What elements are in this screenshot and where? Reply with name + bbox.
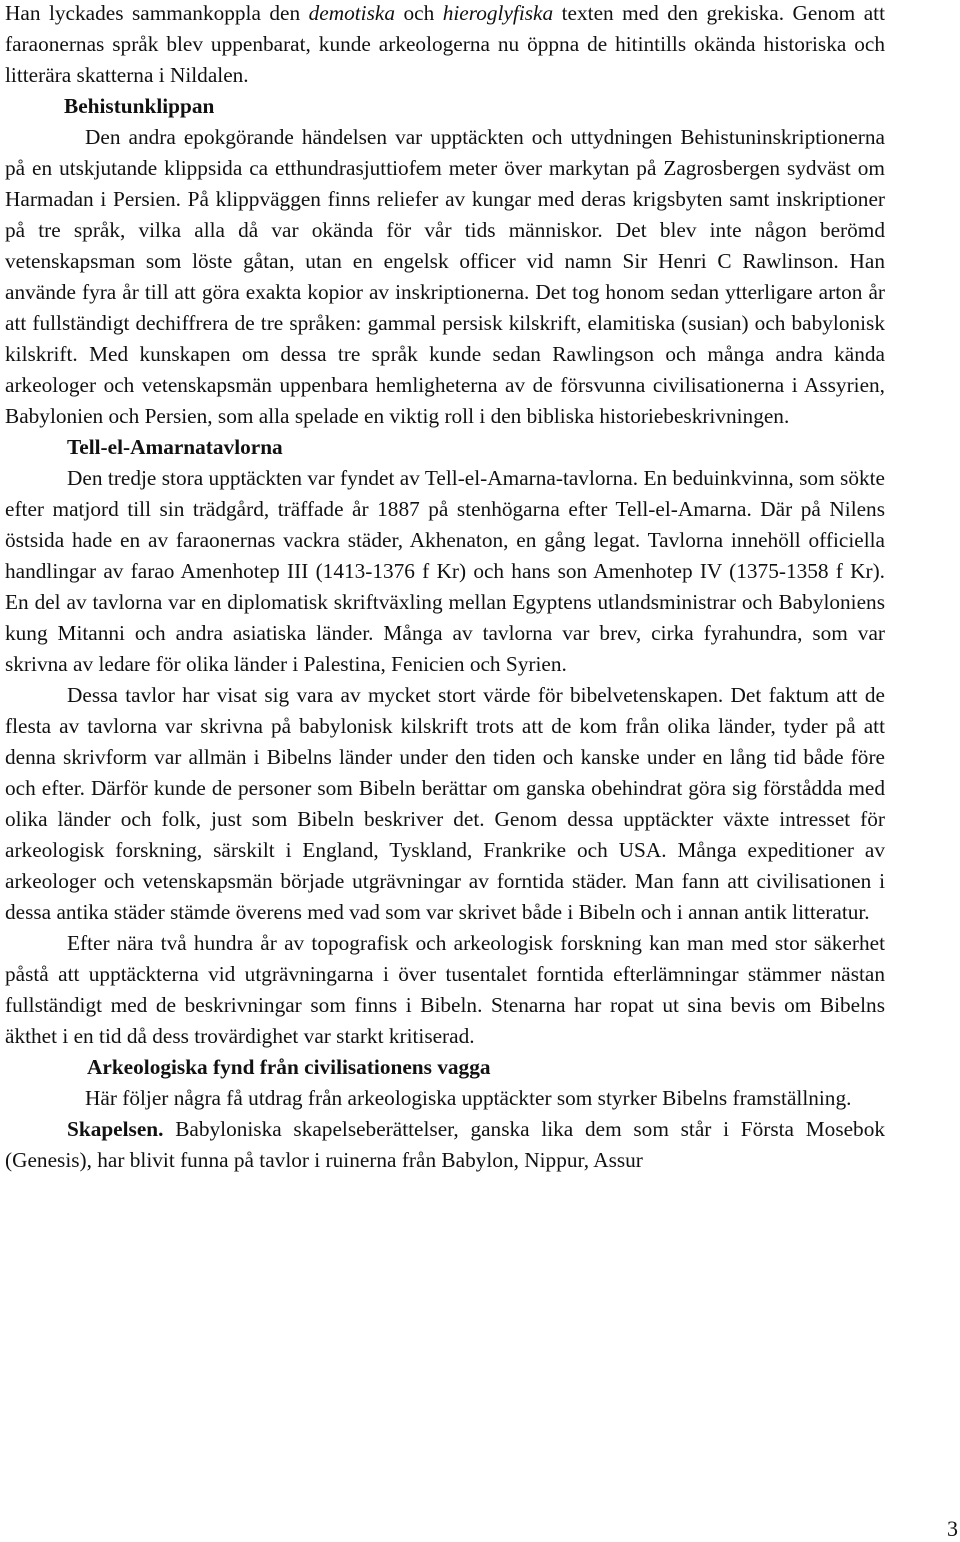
skapelsen-text: Babyloniska skapelseberättelser, ganska lika dem som står i Första Mosebok (Genesis), har blivit funna på tavlor i ruinerna från Babylon, Nippur, Assur	[5, 1117, 885, 1172]
term-demotiska: demotiska	[308, 1, 395, 25]
paragraph-amarna-1: Den tredje stora upptäckten var fyndet av Tell-el-Amarna-tavlorna. En beduinkvinna, som sökte efter matjord till sin trädgård, träffade år 1887 på stenhögarna efter Tell-el-Amarna. Där på Nilens östsida hade en av faraonernas vackra städer, Akhenaton, en gång legat. Tavlorna innehöll officiella handlingar av farao Amenhotep III (1413-1376 f Kr) och hans son Amenhotep IV (1375-1358 f Kr). En del av tavlorna var en diplomatisk skriftväxling mellan Egyptens utlandsministrar och Babyloniens kung Mitanni och andra asiatiska länder. Många av tavlorna var brev, cirka fyrahundra, som var skrivna av ledare för olika länder i Palestina, Fenicien och Syrien.	[5, 466, 885, 676]
document-page	[5, 0, 885, 1176]
heading-tell-el-amarna: Tell-el-Amarnatavlorna	[67, 435, 283, 459]
term-hieroglyfiska: hieroglyfiska	[442, 1, 554, 25]
intro-paragraph	[5, 0, 885, 91]
intro-text: texten med den grekiska. Genom att faraonernas språk blev uppenbarat, kunde arkeologerna nu öppna de hitintills okända historiska och litterära skatterna i Nildalen.	[5, 1, 885, 87]
paragraph-amarna-2: Dessa tavlor har visat sig vara av mycket stort värde för bibelvetenskapen. Det faktum att de flesta av tavlorna var skrivna på babylonisk kilskrift trots att de kom från olika länder, tyder på att denna skrivform var allmän i Bibelns länder under den tiden och kanske under en lång tid både före och efter. Därför kunde de personer som Bibeln berättar om ganska obehindrat göra sig förstådda med olika länder och folk, just som Bibeln beskriver det. Genom dessa upptäckter växte intresset för arkeologisk forskning, särskilt i England, Tyskland, Frankrike och USA. Många expeditioner av arkeologer och vetenskapsmän började utgrävningar av forntida städer. Man fann att civilisationen i dessa antika städer stämde överens med vad som var skrivet både i Bibeln och i annan antik litteratur.	[5, 683, 885, 924]
paragraph-utdrag: Här följer några få utdrag från arkeologiska upptäckter som styrker Bibelns framställning.	[85, 1086, 852, 1110]
paragraph-amarna-3: Efter nära två hundra år av topografisk och arkeologisk forskning kan man med stor säkerhet påstå att upptäckterna vid utgrävningarna i över tusentalet forntida efterlämningar stämmer nästan fullständigt med de beskrivningar som finns i Bibeln. Stenarna har ropat ut sina bevis om Bibelns äkthet i en tid då dess trovärdighet var starkt kritiserad.	[5, 931, 885, 1048]
paragraph-skapelsen	[5, 1114, 885, 1176]
heading-behistunklippan: Behistunklippan	[64, 94, 215, 118]
lead-skapelsen: Skapelsen.	[67, 1117, 164, 1141]
intro-text: Han lyckades sammankoppla den	[5, 1, 309, 25]
paragraph-behistun: Den andra epokgörande händelsen var upptäckten och uttydningen Behistuninskriptionerna på en utskjutande klippsida ca etthundrasjuttiofem meter över markytan på Zagrosbergen sydväst om Harmadan i Persien. På klippväggen finns reliefer av kungar med deras krigsbyten samt inskriptioner på tre språk, vilka alla då var okända för vår tids människor. Det blev inte någon berömd vetenskapsman som löste gåtan, utan en engelsk officer vid namn Sir Henri C Rawlinson. Han använde fyra år till att göra exakta kopior av inskriptionerna. Det tog honom sedan ytterligare arton år att fullständigt dechiffrera de tre språken: gammal persisk kilskrift, elamitiska (susian) och babylonisk kilskrift. Med kunskapen om dessa tre språk kunde sedan Rawlingson och många andra kända arkeologer och vetenskapsmän uppenbara hemligheterna av de försvunna civilisationerna i Assyrien, Babylonien och Persien, som alla spelade en viktig roll i den bibliska historiebeskrivningen.	[5, 125, 885, 428]
page-number: 3	[947, 1516, 958, 1541]
heading-arkeologiska-fynd: Arkeologiska fynd från civilisationens vagga	[87, 1055, 491, 1079]
intro-text: och	[395, 1, 443, 25]
